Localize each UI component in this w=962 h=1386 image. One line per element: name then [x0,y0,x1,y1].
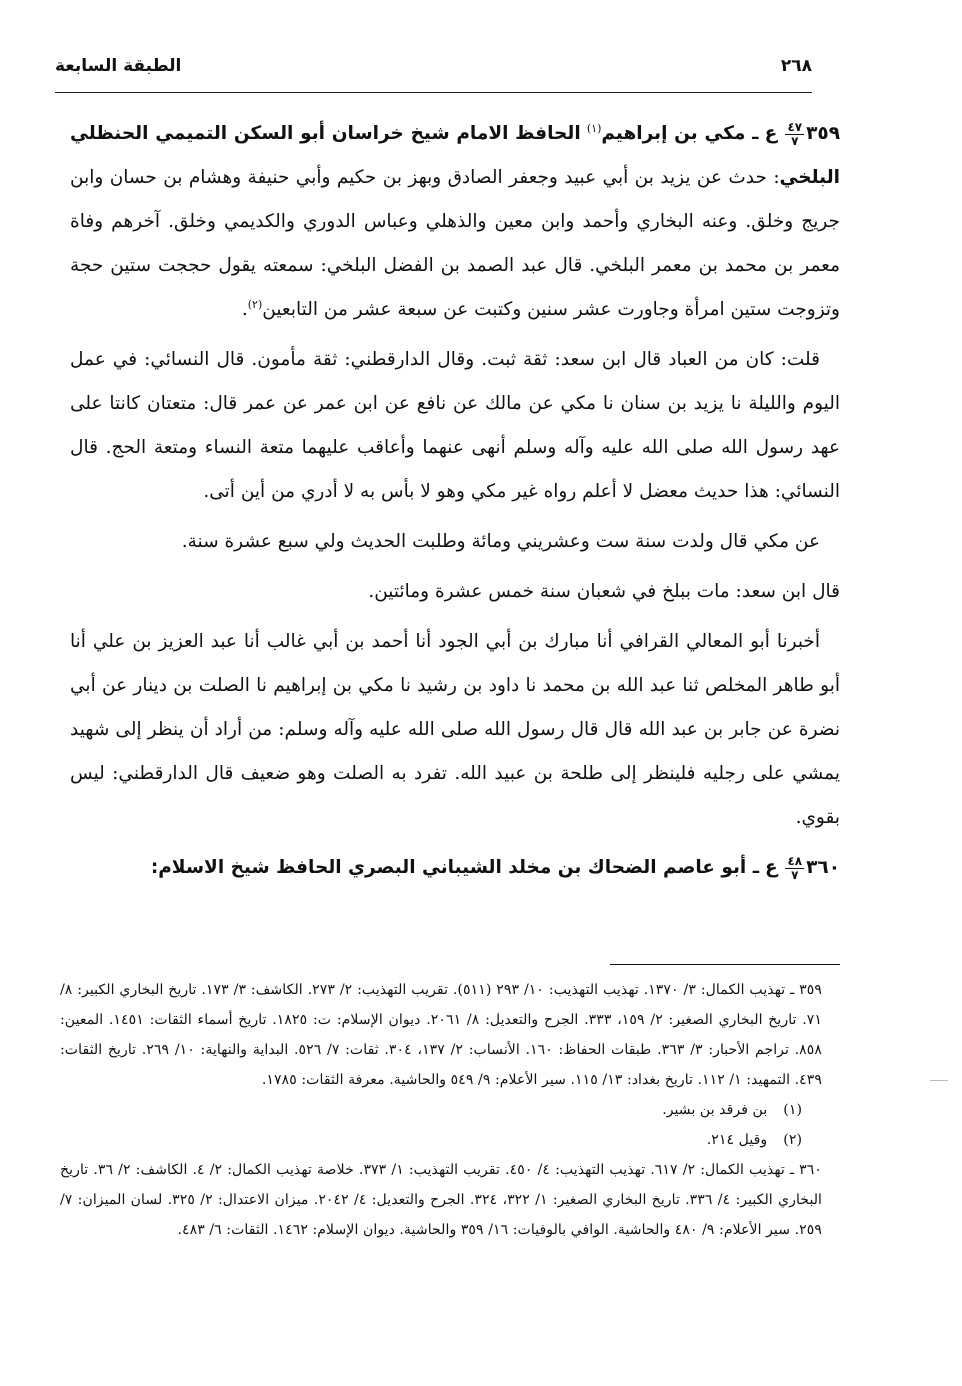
page-number: ٢٦٨ [780,56,812,76]
entry-360 [70,846,840,890]
footnotes [60,975,822,1245]
paragraph: قلت: كان من العباد قال ابن سعد: ثقة ثبت. وقال الدارقطني: ثقة مأمون. قال النسائي: في عمل اليوم والليلة نا يزيد بن سنان نا مكي عن مالك عن نافع عن ابن عمر عن عمر قال: متعتان كانتا على عهد رسول الله صلى الله عليه وآله وسلم أنهى عنهما وأعاقب عليهما متعة النساء ومتعة الحج. قال النسائي: هذا حديث معضل لا أعلم رواه غير مكي وهو لا بأس به لا أدري من أين أتى. [70,349,840,502]
footnote-references-360: ٣٦٠ ـ تهذيب الكمال: ٢/ ٦١٧. تهذيب التهذيب: ٤/ ٤٥٠. تقريب التهذيب: ١/ ٣٧٣. خلاصة تهذيب الكمال: ٢/ ٤. الكاشف: ٢/ ٣٦. تاريخ البخاري الكبير: ٤/ ٣٣٦. تاريخ البخاري الصغير: ١/ ٣٢٢، ٣٢٤. الجرح والتعديل: ٤/ ٢٠٤٢. ميزان الاعتدال: ٢/ ٣٢٥. لسان الميزان: ٧/ ٢٥٩. سير الأعلام: ٩/ ٤٨٠ والحاشية. الوافي بالوفيات: ١٦/ ٣٥٩ والحاشية. ديوان الإسلام: ١٤٦٢. الثقات: ٦/ ٤٨٣. [60,1162,823,1238]
entry-body: : حدث عن يزيد بن أبي عبيد وجعفر الصادق وبهز بن حكيم وأبي حنيفة وهشام بن حسان وابن جريج وخلق. وعنه البخاري وأحمد وابن معين والذهلي وعباس الدوري والكديمي وخلق. آخرهم وفاة معمر بن محمد بن معمر البلخي. قال عبد الصمد بن الفضل البلخي: سمعته يقول حججت ستين حجة وتزوجت ستين امرأة وجاورت عشر سنين وكتبت عن سبعة عشر من التابعين [70,167,840,320]
footnote-1 [60,1095,822,1125]
entry-code: ع [764,123,778,144]
entry-fraction: $\frac{٤٧}{٧}$ [787,119,803,148]
footnote-marker: (١) [586,121,602,135]
entry-359: ٣٥٩ $\frac{٤٧}{٧}$ ع ـ مكي بن إبراهيم$^{(١)}$ الحافظ الامام شيخ خراسان أبو السكن التميمي الحنظلي البلخي: حدث عن يزيد بن أبي عبيد وجعفر الصادق وبهز بن حكيم وأبي حنيفة وهشام بن حسان وابن جريج وخلق. وعنه البخاري وأحمد وابن معين والذهلي وعباس الدوري والكديمي وخلق. آخرهم وفاة معمر بن محمد بن معمر البلخي. قال عبد الصمد بن الفضل البلخي: سمعته يقول حججت ستين حجة وتزوجت ستين امرأة وجاورت عشر سنين وكتبت عن سبعة عشر من التابعين$^{(٢)}$. [70,112,840,332]
entry-number: ٣٥٩ [806,123,841,144]
footnote-divider [610,964,840,965]
entry-heading: ـ مكي بن إبراهيم [601,123,759,144]
margin-mark [930,1080,948,1081]
entry-code: ع [764,857,778,878]
footnote-2 [60,1125,822,1155]
page-header [55,56,812,76]
chapter-title: الطبقة السابعة [55,56,182,76]
main-text [70,112,840,896]
footnote-text: بن فرقد بن بشير. [662,1102,768,1118]
footnote-number: (١) [783,1102,802,1118]
footnote-marker: (٢) [247,297,263,311]
footnote-number: (٢) [783,1132,802,1148]
entry-heading: ـ أبو عاصم الضحاك بن مخلد الشيباني البصري الحافظ شيخ الاسلام: [150,857,760,878]
footnote-references-359: ٣٥٩ ـ تهذيب الكمال: ٣/ ١٣٧٠. تهذيب التهذيب: ١٠/ ٢٩٣ (٥١١). تقريب التهذيب: ٢/ ٢٧٣. الكاشف: ٣/ ١٧٣. تاريخ البخاري الكبير: ٨/ ٧١. تاريخ البخاري الصغير: ٢/ ١٥٩، ٣٣٣. الجرح والتعديل: ٨/ ٢٠٦١. ديوان الإسلام: ت: ١٨٢٥. تاريخ أسماء الثقات: ١٤٥١. المعين: ٨٥٨. تراجم الأحبار: ٣/ ٣٦٣. طبقات الحفاظ: ١٦٠. الأنساب: ٢/ ١٣٧، ٣٠٤. ثقات: ٧/ ٥٢٦. البداية والنهاية: ١٠/ ٢٦٩. تاريخ الثقات: ٤٣٩. التمهيد: ١/ ١١٢. تاريخ بغداد: ١٣/ ١١٥. سير الأعلام: ٩/ ٥٤٩ والحاشية. معرفة الثقات: ١٧٨٥. [60,982,823,1088]
entry-number: ٣٦٠ [806,857,840,878]
entry-heading-continued: الحافظ الامام شيخ خراسان أبو السكن التميمي الحنظلي البلخي [70,123,840,188]
footnote-text: وقيل ٢١٤. [706,1132,768,1148]
header-divider [55,92,812,93]
paragraph: أخبرنا أبو المعالي القرافي أنا مبارك بن أبي الجود أنا أحمد بن أبي غالب أنا عبد العزيز بن علي أنا أبو طاهر المخلص ثنا عبد الله بن محمد نا داود بن رشيد نا مكي بن إبراهيم نا الصلت بن دينار عن أبي نضرة عن جابر بن عبد الله قال قال رسول الله صلى الله عليه وآله وسلم: من أراد أن ينظر إلى شهيد يمشي على رجليه فلينظر إلى طلحة بن عبيد الله. تفرد به الصلت وهو ضعيف قال الدارقطني: ليس بقوي. [70,631,840,828]
paragraph: عن مكي قال ولدت سنة ست وعشريني ومائة وطلبت الحديث ولي سبع عشرة سنة. [181,531,820,552]
entry-fraction: $\frac{٤٨}{٧}$ [787,853,803,882]
paragraph: قال ابن سعد: مات ببلخ في شعبان سنة خمس عشرة ومائتين. [368,581,840,602]
